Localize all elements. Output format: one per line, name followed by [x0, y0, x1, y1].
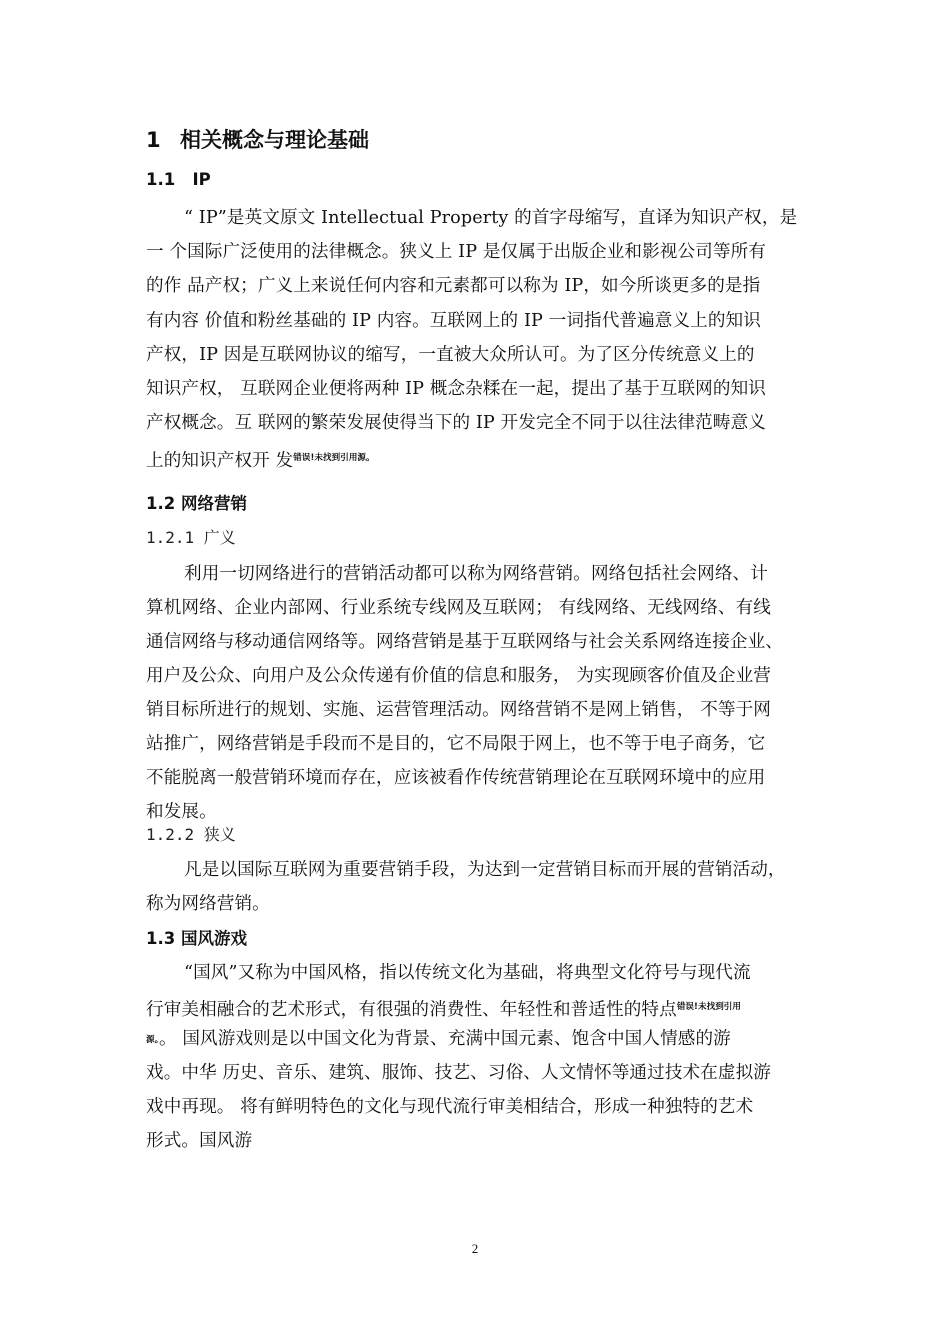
paragraph-line: 称为网络营销。: [146, 894, 270, 914]
paragraph-line: 有内容 价值和粉丝基础的 IP 内容。互联网上的 IP 一词指代普遍意义上的知识: [146, 311, 761, 331]
paragraph-line: [146, 996, 741, 1021]
paragraph-line: 形式。国风游: [146, 1131, 253, 1151]
paragraph-line: 通信网络与移动通信网络等。网络营销是基于互联网络与社会关系网络连接企业、: [146, 632, 783, 652]
section-1-2-heading: 1.2 网络营销: [146, 494, 247, 513]
section-1-2-2-heading: 1.2.2 狭义: [146, 825, 236, 844]
section-1-1-heading: 1.1 IP: [146, 170, 211, 189]
paragraph-line: “国风”又称为中国风格，指以传统文化为基础，将典型文化符号与现代流: [184, 963, 751, 983]
citation-error-ref[interactable]: 错误!未找到引用源。: [293, 453, 375, 463]
section-1-heading: [146, 124, 369, 154]
paragraph-line: 算机网络、企业内部网、行业系统专线网及互联网； 有线网络、无线网络、有线: [146, 598, 771, 618]
paragraph-line: 用户及公众、向用户及公众传递有价值的信息和服务， 为实现顾客价值及企业营: [146, 666, 771, 686]
paragraph-line: 戏。中华 历史、音乐、建筑、服饰、技艺、习俗、人文情怀等通过技术在虚拟游: [146, 1063, 771, 1083]
section-1-title: 相关概念与理论基础: [180, 128, 369, 152]
paragraph-line-text: 。 国风游戏则是以中国文化为背景、充满中国元素、饱含中国人情感的游: [158, 1029, 731, 1049]
paragraph-line: 凡是以国际互联网为重要营销手段，为达到一定营销目标而开展的营销活动，: [184, 860, 786, 880]
paragraph-line: 不能脱离一般营销环境而存在，应该被看作传统营销理论在互联网环境中的应用: [146, 768, 766, 788]
paragraph-line: 和发展。: [146, 802, 217, 822]
paragraph-line: 站推广，网络营销是手段而不是目的，它不局限于网上，也不等于电子商务，它: [146, 734, 766, 754]
paragraph-line: [146, 447, 375, 472]
paragraph-line: “ IP”是英文原文 Intellectual Property 的首字母缩写，直译为知识产权，是: [184, 208, 798, 228]
section-1-number: 1: [146, 128, 161, 152]
paragraph-line: 产权，IP 因是互联网协议的缩写，一直被大众所认可。为了区分传统意义上的: [146, 345, 755, 365]
paragraph-line: [146, 1028, 731, 1051]
paragraph-line: 知识产权， 互联网企业便将两种 IP 概念杂糅在一起，提出了基于互联网的知识: [146, 379, 766, 399]
page-number: 2: [471, 1241, 479, 1256]
paragraph-line: 利用一切网络进行的营销活动都可以称为网络营销。网络包括社会网络、计: [184, 564, 768, 584]
paragraph-line: 销目标所进行的规划、实施、运营管理活动。网络营销不是网上销售， 不等于网: [146, 700, 771, 720]
section-1-3-heading: 1.3 国风游戏: [146, 929, 247, 948]
paragraph-line: 的作 品产权；广义上来说任何内容和元素都可以称为 IP，如今所谈更多的是指: [146, 276, 761, 296]
paragraph-line-text: 行审美相融合的艺术形式，有很强的消费性、年轻性和普适性的特点: [146, 1000, 677, 1020]
citation-error-ref[interactable]: 源。: [146, 1035, 159, 1045]
citation-error-ref[interactable]: 错误!未找到引用: [676, 1002, 742, 1012]
paragraph-line: 产权概念。互 联网的繁荣发展使得当下的 IP 开发完全不同于以往法律范畴意义: [146, 413, 766, 433]
paragraph-line: 一 个国际广泛使用的法律概念。狭义上 IP 是仅属于出版企业和影视公司等所有: [146, 242, 766, 262]
section-1-2-1-heading: 1.2.1 广义: [146, 528, 236, 547]
paragraph-line-text: 上的知识产权开 发: [146, 451, 294, 471]
paragraph-line: 戏中再现。 将有鲜明特色的文化与现代流行审美相结合，形成一种独特的艺术: [146, 1097, 754, 1117]
